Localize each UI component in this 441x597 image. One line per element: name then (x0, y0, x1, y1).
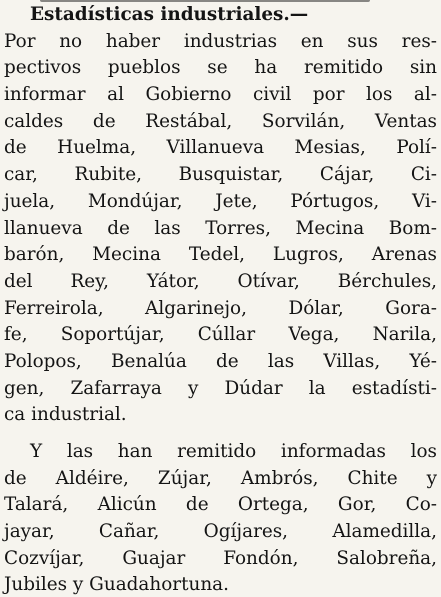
text-line: Jubiles y Guadahortuna. (4, 574, 229, 596)
text-line: llanueva de las Torres, Mecina Bom- (4, 217, 437, 239)
paragraph-1 (4, 29, 437, 429)
paragraph-gap (4, 429, 437, 439)
text-line: Polopos, Benalúa de las Villas, Yé- (4, 350, 437, 372)
text-line: pectivos pueblos se ha remitido sin (4, 57, 437, 79)
text-line: juela, Mondújar, Jete, Pórtugos, Vi- (4, 190, 437, 212)
text-line: Por no haber industrias en sus res- (4, 30, 437, 52)
text-line: Talará, Alicún de Ortega, Gor, Co- (4, 494, 437, 516)
article (4, 2, 437, 597)
text-line: de Huelma, Villanueva Mesias, Polí- (4, 137, 437, 159)
text-line: ca industrial. (4, 404, 127, 426)
text-line: fe, Soportújar, Cúllar Vega, Narila, (4, 324, 437, 346)
text-line: informar al Gobierno civil por los al- (4, 84, 437, 106)
text-line: car, Rubite, Busquistar, Cájar, Ci- (4, 164, 437, 186)
paragraph-2 (4, 439, 437, 597)
text-line: jayar, Cañar, Ogíjares, Alamedilla, (4, 521, 437, 543)
text-line: barón, Mecina Tedel, Lugros, Arenas (4, 244, 437, 266)
article-title: Estadísticas industriales.— (30, 4, 309, 25)
text-line: Cozvíjar, Guajar Fondón, Salobreña, (4, 547, 437, 569)
title-line (4, 2, 437, 29)
text-line: del Rey, Yátor, Otívar, Bérchules, (4, 270, 437, 292)
text-line: Ferreirola, Algarinejo, Dólar, Gora- (4, 297, 437, 319)
text-line: de Aldéire, Zújar, Ambrós, Chite y (4, 467, 437, 489)
text-line: Y las han remitido informadas los (30, 441, 437, 462)
text-line: caldes de Restábal, Sorvilán, Ventas (4, 110, 437, 132)
text-line: gen, Zafarraya y Dúdar la estadísti- (4, 377, 437, 399)
